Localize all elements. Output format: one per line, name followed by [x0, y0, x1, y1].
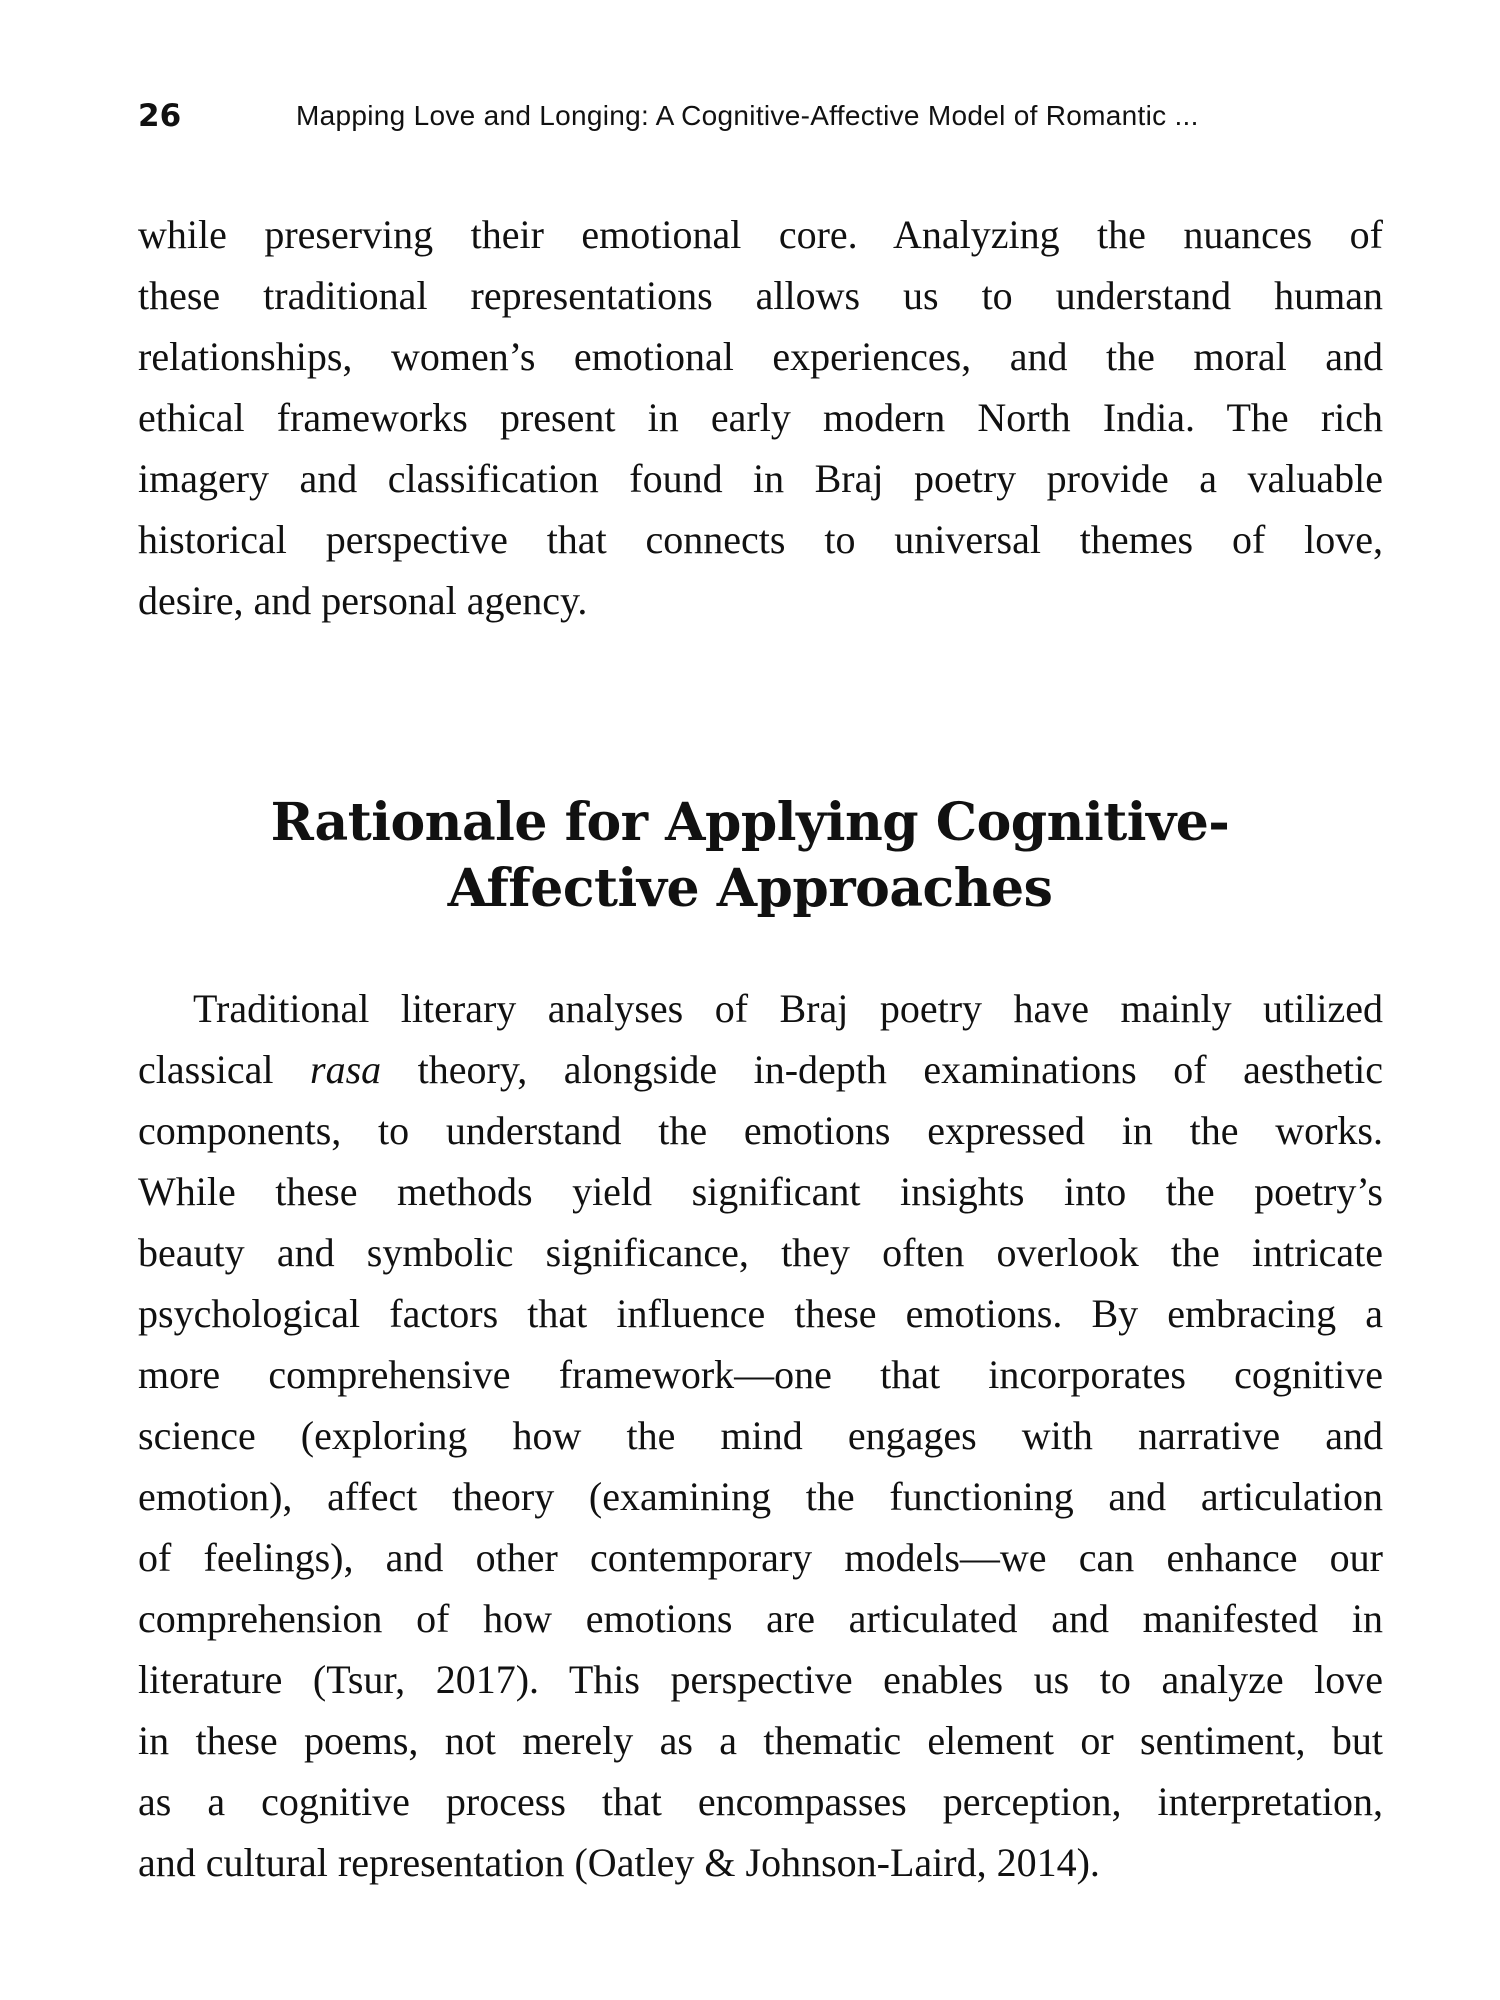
- section-heading: [0, 790, 1500, 922]
- heading-line: Rationale for Applying Cognitive-: [270, 792, 1230, 853]
- paragraph-rationale: [138, 978, 1383, 1893]
- text-line: in these poems, not merely as a thematic element or sentiment, but: [138, 1718, 1383, 1763]
- italic-term: rasa: [310, 1047, 382, 1092]
- text-line: these traditional representations allows us to understand human: [138, 273, 1383, 318]
- text-line: more comprehensive framework—one that incorporates cognitive: [138, 1352, 1383, 1397]
- paragraph-continued: [138, 204, 1383, 631]
- text-line: [138, 1039, 1383, 1100]
- text-line: literature (Tsur, 2017). This perspective enables us to analyze love: [138, 1657, 1383, 1702]
- running-title: Mapping Love and Longing: A Cognitive-Affective Model of Romantic ...: [296, 100, 1199, 131]
- text-line: desire, and personal agency.: [138, 578, 588, 623]
- text-line: while preserving their emotional core. Analyzing the nuances of: [138, 212, 1383, 257]
- text-line: components, to understand the emotions expressed in the works.: [138, 1108, 1383, 1153]
- text-line: ethical frameworks present in early modern North India. The rich: [138, 395, 1383, 440]
- heading-line: Affective Approaches: [447, 858, 1053, 919]
- text-line: While these methods yield significant insights into the poetry’s: [138, 1169, 1383, 1214]
- text-line: of feelings), and other contemporary models—we can enhance our: [138, 1535, 1383, 1580]
- text-line: Traditional literary analyses of Braj poetry have mainly utilized: [193, 986, 1383, 1031]
- text-line: emotion), affect theory (examining the functioning and articulation: [138, 1474, 1383, 1519]
- text-line: and cultural representation (Oatley & Johnson-Laird, 2014).: [138, 1840, 1100, 1885]
- text-line: imagery and classification found in Braj poetry provide a valuable: [138, 456, 1383, 501]
- text-line: science (exploring how the mind engages with narrative and: [138, 1413, 1383, 1458]
- text-line: as a cognitive process that encompasses perception, interpretation,: [138, 1779, 1383, 1824]
- page-number: 26: [138, 98, 182, 134]
- text-line: historical perspective that connects to universal themes of love,: [138, 517, 1383, 562]
- text-segment: theory, alongside in-depth examinations of aesthetic: [381, 1047, 1383, 1092]
- text-line: psychological factors that influence these emotions. By embracing a: [138, 1291, 1383, 1336]
- running-header: [138, 98, 1383, 142]
- text-line: comprehension of how emotions are articulated and manifested in: [138, 1596, 1383, 1641]
- text-line: beauty and symbolic significance, they often overlook the intricate: [138, 1230, 1383, 1275]
- text-segment: classical: [138, 1047, 311, 1092]
- text-line: relationships, women’s emotional experiences, and the moral and: [138, 334, 1383, 379]
